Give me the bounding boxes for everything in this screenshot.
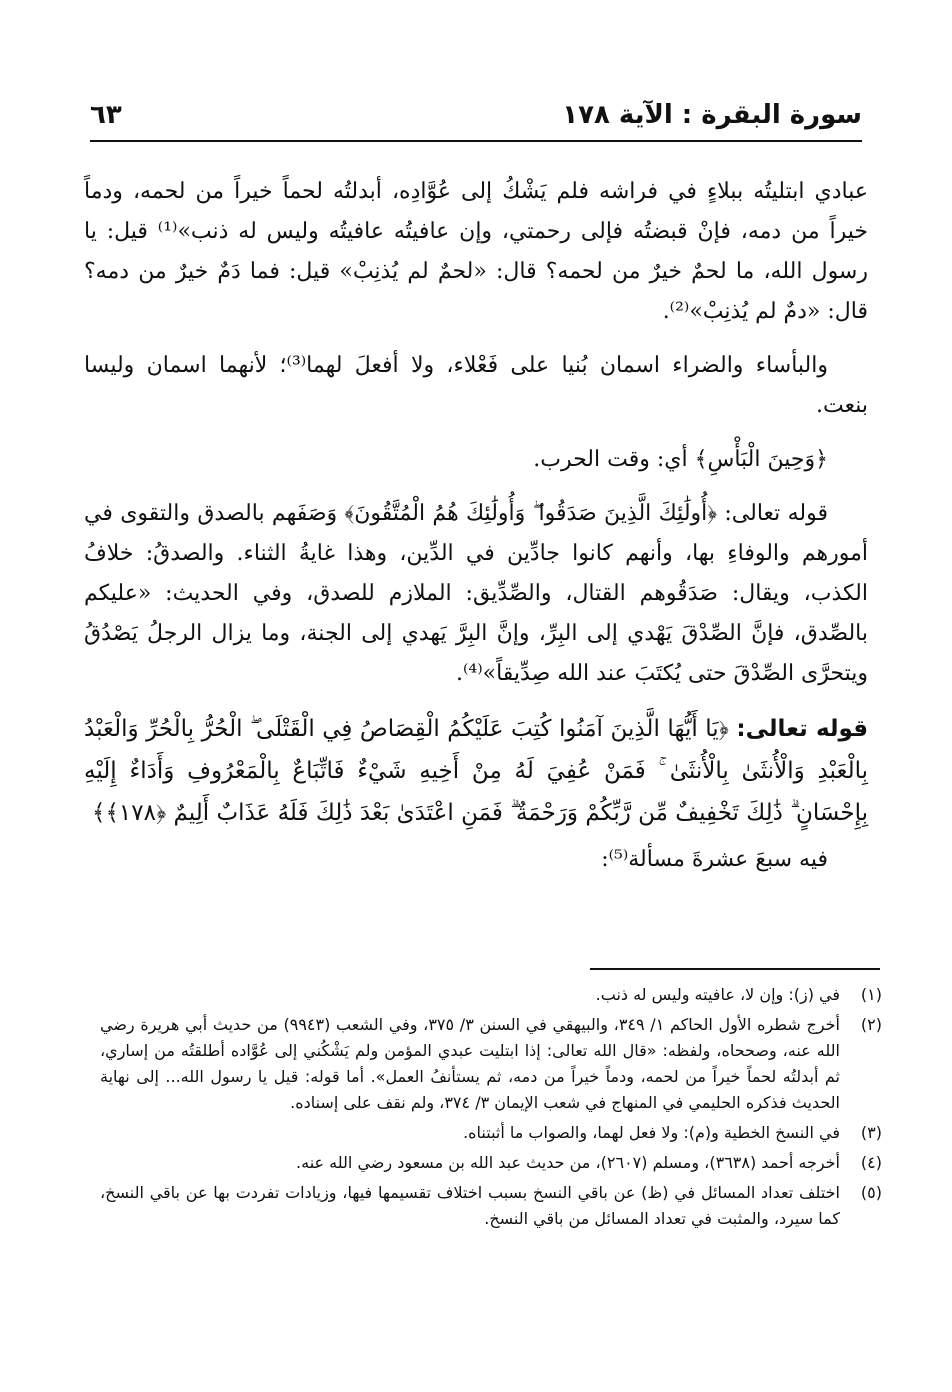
paragraph-sidq: قوله تعالى: ﴿أُولَٰئِكَ الَّذِينَ صَدَقُوا ۖ وَأُولَٰئِكَ هُمُ الْمُتَّقُونَ﴾ وَصَفَهم بالصدق والتقوى في أمورهم والوفاءِ بها، وأنهم كانوا جادِّين في الدِّين، وهذا غايةُ الثناء. والصدقُ: خلافُ الكذب، ويقال: صَدَقُوهم القتال، والصِّدِّيق: الملازم للصدق، وفي الحديث: «عليكم بالصِّدق، فإنَّ الصِّدْقَ يَهْدي إلى البِرِّ، وإنَّ البِرَّ يَهدي إلى الجنة، وما يزال الرجلُ يَصْدُقُ ويتحرَّى الصِّدْقَ حتى يُكتَبَ عند الله صِدِّيقاً»⁽⁴⁾. [84,501,868,686]
page-number: ٦٣ [90,100,122,130]
footnote-text: أخرجه أحمد (٣٦٣٨)، ومسلم (٢٦٠٧)، من حديث عبد الله بن مسعود رضي الله عنه. [296,1153,840,1172]
verse-block [84,708,868,834]
paragraph-hin-albas: ﴿وَحِينَ الْبَأْسِ﴾ أي: وقت الحرب. [533,447,828,472]
footnote [100,1180,882,1232]
footnote-separator [590,968,880,970]
footnote [100,1120,882,1146]
footnote-number: (٣) [860,1123,882,1142]
footnote-text: أخرج شطره الأول الحاكم ١/ ٣٤٩، والبيهقي في السنن ٣/ ٣٧٥، وفي الشعب (٩٩٤٣) من حديث أبي هريرة رضي الله عنه، وصححاه، ولفظه: «قال الله تعالى: إذا ابتليت عبدي المؤمن ولم يَشْكُني إلى عُوَّاده أطلقتُه من إساري، ثم أبدلتُه لحماً خيراً من لحمه، ودماً خيراً من دمه، ثم يستأنفُ العمل». أما قوله: قيل يا رسول الله... إلى نهاية الحديث فذكره الحليمي في المنهاج في شعب الإيمان ٣/ ٣٧٤، ولم نقف على إسناده. [100,1015,840,1112]
paragraph-masail: فيه سبعَ عشرةَ مسألة⁽⁵⁾: [601,847,828,872]
paragraph-hadith: عبادي ابتليتُه ببلاءٍ في فراشه فلم يَشْكُ إلى عُوَّادِه، أبدلتُه لحماً خيراً من لحمه، ودماً خيراً من دمه، فإنْ قبضتُه فإلى رحمتي، وإن عافيتُه عافيتُه وليس له ذنب»⁽¹⁾ قيل: يا رسول الله، ما لحمٌ خيرٌ من لحمه؟ قال: «لحمٌ لم يُذنِبْ» قيل: فما دَمٌ خيرٌ من دمه؟ قال: «دمٌ لم يُذنِبْ»⁽²⁾. [84,179,868,324]
footnote [100,1012,882,1116]
paragraph-basaa: والبأساء والضراء اسمان بُنيا على فَعْلاء، ولا أفعلَ لهما⁽³⁾؛ لأنهما اسمان وليسا بنعت. [84,353,868,418]
main-text [84,172,868,894]
footnote-number: (٥) [860,1183,882,1202]
page-header [90,96,862,142]
footnotes [100,982,882,1236]
footnote-text: في (ز): وإن لا، عافيته وليس له ذنب. [595,985,840,1004]
footnote-text: اختلف تعداد المسائل في (ظ) عن باقي النسخ بسبب اختلاف تقسيمها فيها، وزيادات تفردت بها عن باقي النسخ، كما سيرد، والمثبت في تعداد المسائل من باقي النسخ. [100,1183,840,1228]
footnote-number: (٤) [860,1153,882,1172]
footnote-number: (٢) [860,1015,882,1034]
footnote [100,1150,882,1176]
running-title: سورة البقرة : الآية ١٧٨ [562,100,862,130]
footnote [100,982,882,1008]
verse-label: قوله تعالى: [736,716,869,742]
footnote-number: (١) [860,985,882,1004]
verse-text: ﴿يَا أَيُّهَا الَّذِينَ آمَنُوا كُتِبَ عَلَيْكُمُ الْقِصَاصُ فِي الْقَتْلَى ۖ الْحُرُّ بِالْحُرِّ وَالْعَبْدُ بِالْعَبْدِ وَالْأُنثَىٰ بِالْأُنثَىٰ ۚ فَمَنْ عُفِيَ لَهُ مِنْ أَخِيهِ شَيْءٌ فَاتِّبَاعٌ بِالْمَعْرُوفِ وَأَدَاءٌ إِلَيْهِ بِإِحْسَانٍ ۗ ذَٰلِكَ تَخْفِيفٌ مِّن رَّبِّكُمْ وَرَحْمَةٌ ۗ فَمَنِ اعْتَدَىٰ بَعْدَ ذَٰلِكَ فَلَهُ عَذَابٌ أَلِيمٌ ﴿١٧٨﴾﴾ [84,716,868,826]
footnote-text: في النسخ الخطية و(م): ولا فعل لهما، والصواب ما أثبتناه. [463,1123,840,1142]
